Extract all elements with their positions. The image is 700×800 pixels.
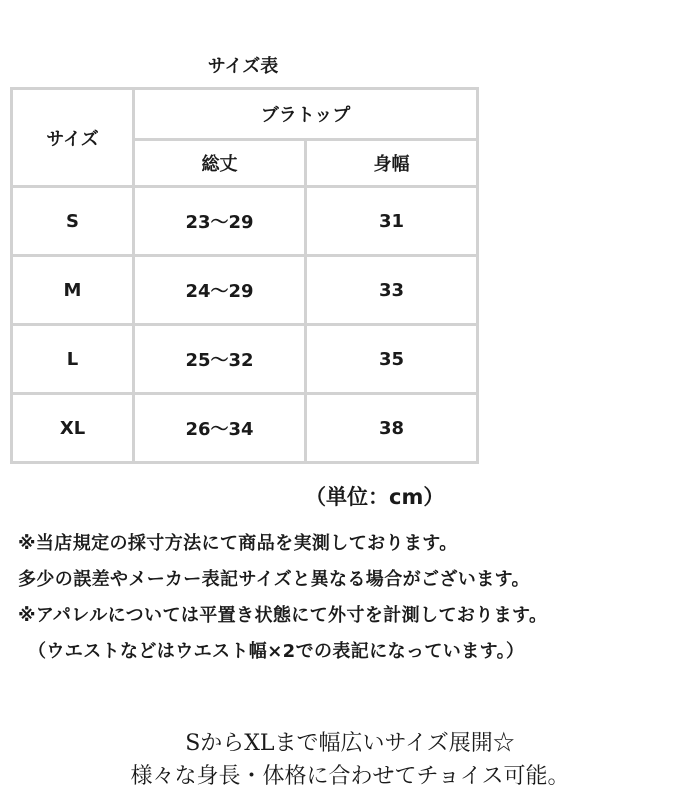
size-cell: L (12, 325, 134, 394)
size-column-header: サイズ (12, 89, 134, 187)
column-header-width: 身幅 (306, 140, 478, 187)
unit-label: （単位：cm） (305, 485, 445, 509)
width-cell: 31 (306, 187, 478, 256)
note-line: ※当店規定の採寸方法にて商品を実測しております。 (18, 533, 458, 554)
table-row (12, 394, 478, 463)
width-cell: 38 (306, 394, 478, 463)
promo-line: 様々な身長・体格に合わせてチョイス可能。 (130, 764, 570, 789)
page-title: サイズ表 (207, 56, 279, 77)
size-cell: S (12, 187, 134, 256)
note-line: （ウエストなどはウエスト幅×2での表記になっています。） (28, 641, 525, 662)
note-line: 多少の誤差やメーカー表記サイズと異なる場合がございます。 (18, 569, 530, 590)
notes-block (18, 526, 696, 670)
length-cell: 25～32 (134, 325, 306, 394)
width-cell: 33 (306, 256, 478, 325)
size-table (10, 87, 479, 464)
table-row (12, 187, 478, 256)
note-line: ※アパレルについては平置き状態にて外寸を計測しております。 (18, 605, 548, 626)
promo-line: SからXLまで幅広いサイズ展開☆ (185, 731, 515, 756)
table-row (12, 256, 478, 325)
length-cell: 26～34 (134, 394, 306, 463)
group-header: ブラトップ (134, 89, 478, 140)
column-header-length: 総丈 (134, 140, 306, 187)
width-cell: 35 (306, 325, 478, 394)
length-cell: 24～29 (134, 256, 306, 325)
size-cell: XL (12, 394, 134, 463)
size-cell: M (12, 256, 134, 325)
promo-block (0, 727, 700, 793)
length-cell: 23～29 (134, 187, 306, 256)
table-row (12, 325, 478, 394)
